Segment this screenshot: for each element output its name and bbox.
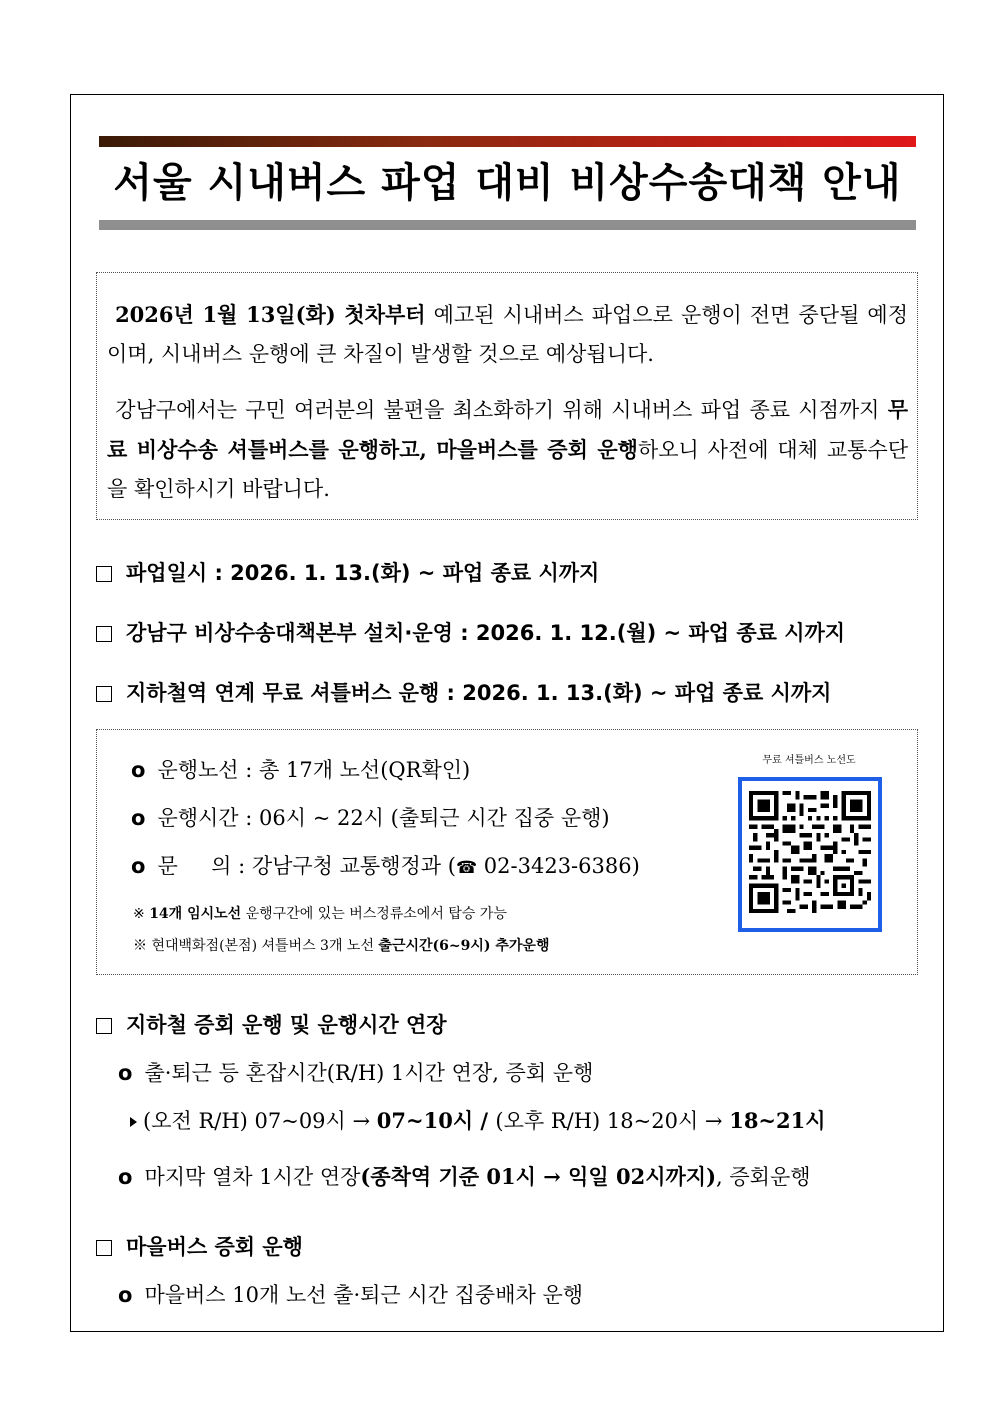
- checkbox-square-icon: [96, 566, 112, 582]
- subway-last-train-tail: , 증회운행: [716, 1165, 811, 1189]
- qr-code-icon[interactable]: [749, 791, 871, 913]
- heading-strike-text: 파업일시 : 2026. 1. 13.(화) ~ 파업 종료 시까지: [126, 561, 600, 585]
- heading-shuttle: [96, 678, 831, 708]
- heading-hq-text: 강남구 비상수송대책본부 설치·운영 : 2026. 1. 12.(월) ~ 파업 종료 시까지: [126, 621, 846, 645]
- contact-label: 문 의: [157, 854, 232, 878]
- checkbox-square-icon: [96, 1018, 112, 1034]
- subway-last-train: 마지막 열차 1시간 연장: [144, 1165, 361, 1189]
- village-line-1: [118, 1280, 583, 1310]
- subway-pm-after: 18~21시: [729, 1108, 826, 1133]
- note2-bold: 출근시간(6~9시) 추가운행: [378, 938, 550, 954]
- subway-line-1: [118, 1058, 593, 1088]
- heading-strike-date: [96, 558, 599, 588]
- contact-department: : 강남구청 교통행정과 (: [231, 854, 456, 878]
- bullet-marker: o: [118, 1283, 133, 1307]
- subway-am-before: (오전 R/H) 07~09시 →: [143, 1109, 377, 1133]
- checkbox-square-icon: [96, 686, 112, 702]
- intro-p2-text-b: 하오니 사전에 대체 교통수단을 확인하시기 바랍니다.: [107, 438, 908, 501]
- intro-p2-bold: 무료 비상수송 셔틀버스를 운행하고, 마을버스를 증회 운행: [107, 397, 908, 462]
- intro-p1-text: 예고된 시내버스 파업으로 운행이 전면 중단될 예정이며, 시내버스 운행에 큰 차질이 발생할 것으로 예상됩니다.: [107, 303, 908, 366]
- intro-box: [96, 272, 918, 520]
- shuttle-hours-text: 운행시간 : 06시 ~ 22시 (출퇴근 시간 집중 운행): [157, 806, 610, 830]
- note2-text: 현대백화점(본점) 셔틀버스 3개 노선: [151, 938, 379, 954]
- intro-paragraph-2: [107, 390, 908, 509]
- bullet-marker: o: [131, 854, 146, 878]
- intro-p2-text-a: 강남구에서는 구민 여러분의 불편을 최소화하기 위해 시내버스 파업 종료 시점까지: [115, 398, 888, 422]
- qr-caption: 무료 셔틀버스 노선도: [762, 755, 856, 766]
- village-line-1-text: 마을버스 10개 노선 출·퇴근 시간 집중배차 운행: [144, 1283, 584, 1307]
- bullet-marker: o: [118, 1165, 133, 1189]
- subway-line-3: [118, 1162, 811, 1192]
- checkbox-square-icon: [96, 1240, 112, 1256]
- bullet-marker: o: [131, 806, 146, 830]
- checkbox-square-icon: [96, 626, 112, 642]
- shuttle-hours-line: [131, 804, 610, 832]
- qr-code-frame[interactable]: [738, 777, 882, 932]
- subway-line-2: [130, 1106, 826, 1136]
- note-mark: ※: [133, 906, 145, 922]
- heading-subway-text: 지하철 증회 운행 및 운행시간 연장: [126, 1013, 447, 1037]
- phone-icon: ☎: [455, 858, 478, 878]
- intro-date-bold: 2026년 1월 13일(화) 첫차부터: [115, 302, 426, 327]
- triangle-arrow-icon: [130, 1117, 137, 1127]
- subway-pm-before: (오후 R/H) 18~20시 →: [495, 1109, 730, 1133]
- title-top-bar: [99, 136, 916, 147]
- subway-last-train-detail: (종착역 기준 01시 → 익일 02시까지): [360, 1164, 717, 1189]
- heading-village-bus: [96, 1232, 303, 1262]
- contact-phone: 02-3423-6386): [477, 854, 640, 878]
- heading-village-text: 마을버스 증회 운행: [126, 1235, 303, 1259]
- heading-subway: [96, 1010, 447, 1040]
- shuttle-note-1: [133, 904, 507, 924]
- bullet-marker: o: [131, 758, 146, 782]
- note-mark: ※: [133, 938, 147, 954]
- title-bottom-bar: [99, 220, 916, 230]
- shuttle-contact-line: [131, 852, 640, 882]
- subway-separator: /: [473, 1108, 496, 1133]
- intro-paragraph-1: [107, 295, 908, 374]
- shuttle-info-box: [96, 729, 918, 975]
- shuttle-note-2: [133, 936, 549, 956]
- shuttle-route-line: [131, 756, 470, 784]
- page-title: 서울 시내버스 파업 대비 비상수송대책 안내: [113, 160, 902, 206]
- shuttle-route-text: 운행노선 : 총 17개 노선(QR확인): [157, 758, 471, 782]
- heading-hq: [96, 618, 845, 648]
- heading-shuttle-text: 지하철역 연계 무료 셔틀버스 운행 : 2026. 1. 13.(화) ~ 파업 종료 시까지: [126, 681, 832, 705]
- subway-line-1-text: 출·퇴근 등 혼잡시간(R/H) 1시간 연장, 증회 운행: [144, 1061, 594, 1085]
- note1-text: 운행구간에 있는 버스정류소에서 탑승 가능: [241, 906, 507, 922]
- bullet-marker: o: [118, 1061, 133, 1085]
- note1-bold: 14개 임시노선: [149, 906, 242, 922]
- subway-am-after: 07~10시: [376, 1108, 474, 1133]
